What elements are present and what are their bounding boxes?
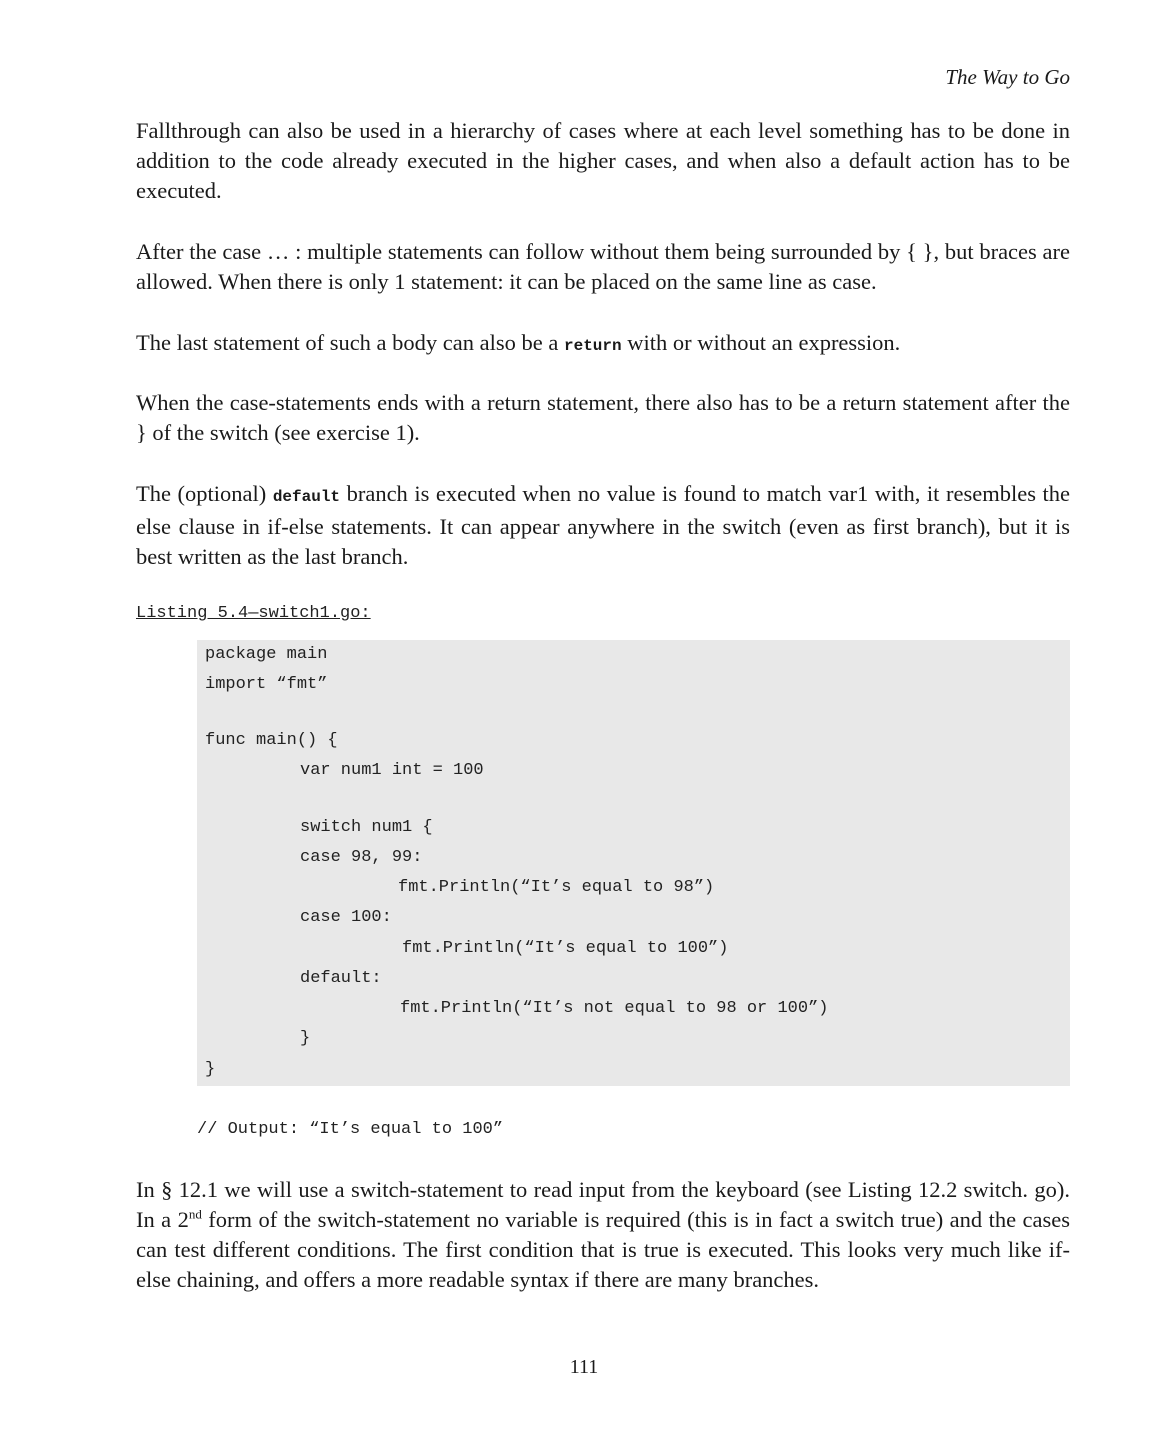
paragraph-return — [136, 328, 1070, 361]
code-line: package main — [205, 645, 328, 664]
inline-code-return: return — [563, 337, 622, 355]
code-line: func main() { — [205, 731, 338, 750]
code-line: fmt.Println(“It’s not equal to 98 or 100”) — [400, 999, 829, 1018]
paragraph-return-statement: When the case-statements ends with a return statement, there also has to be a return statement after the } of the switch (see exercise 1). — [136, 390, 1070, 445]
paragraph-switch-forms — [136, 1175, 1070, 1295]
text: The (optional) — [136, 481, 273, 506]
output-comment: // Output: “It’s equal to 100” — [197, 1120, 504, 1139]
running-header: The Way to Go — [945, 65, 1070, 89]
code-line: case 100: — [300, 908, 392, 927]
code-line: } — [300, 1029, 311, 1048]
code-line: import “fmt” — [205, 675, 328, 694]
text: In § 12.1 we will use a switch-statement to read input from the keyboard (see Listing 12.2 switch. go). In a 2 — [136, 1177, 1070, 1232]
superscript: nd — [188, 1206, 202, 1222]
code-line: default: — [300, 969, 382, 988]
code-line: switch num1 { — [300, 818, 433, 837]
listing-label: Listing 5.4—switch1.go: — [136, 604, 371, 623]
code-line: var num1 int = 100 — [300, 761, 484, 780]
text: with or without an expression. — [621, 330, 901, 355]
page-number: 111 — [569, 1356, 599, 1378]
text: branch is executed when no value is found to match var1 with, it resembles the else clause in if-else statements. It can appear anywhere in the switch (even as first branch), but it is best written as the last branch. — [136, 481, 1070, 569]
code-line: fmt.Println(“It’s equal to 100”) — [402, 939, 729, 958]
paragraph-fallthrough: Fallthrough can also be used in a hierarchy of cases where at each level something has to be done in addition to the code already executed in the higher cases, and when also a default action has to be executed. — [136, 118, 1070, 203]
code-line: } — [205, 1060, 216, 1079]
text: The last statement of such a body can also be a — [136, 330, 564, 355]
paragraph-case-statements: After the case … : multiple statements can follow without them being surrounded by { }, but braces are allowed. When there is only 1 statement: it can be placed on the same line as case. — [136, 239, 1070, 294]
code-line: case 98, 99: — [300, 848, 423, 867]
code-line: fmt.Println(“It’s equal to 98”) — [398, 878, 715, 897]
paragraph-default — [136, 479, 1070, 572]
inline-code-default: default — [272, 488, 341, 506]
text: form of the switch-statement no variable is required (this is in fact a switch true) and the cases can test different conditions. The first condition that is true is executed. This looks very much like if-else chaining, and offers a more readable syntax if there are many branches. — [136, 1207, 1070, 1292]
